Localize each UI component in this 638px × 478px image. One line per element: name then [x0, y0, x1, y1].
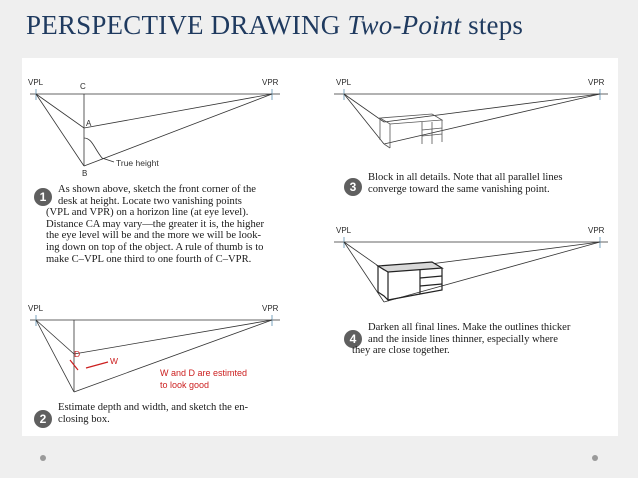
vpr-label-1: VPR [262, 78, 279, 87]
step-2-badge: 2 [34, 410, 52, 428]
step-1-line: ing down on top of the object. A rule of thumb is to [46, 241, 264, 253]
step-1-line: the eye level will be and the more we will be look- [46, 230, 262, 242]
title-main: PERSPECTIVE DRAWING [26, 10, 348, 40]
step-4-text [352, 322, 571, 357]
step-3-line: converge toward the same vanishing point. [368, 183, 550, 195]
step-1-line: make C–VPL one third to one fourth of C–VPR. [46, 253, 252, 265]
vp-line-2a [36, 320, 74, 354]
slide-dot-right [592, 455, 598, 461]
title-italic: Two-Point [347, 10, 462, 40]
step-4-badge: 4 [344, 330, 362, 348]
step-2-line: Estimate depth and width, and sketch the en- [58, 402, 249, 413]
vpr-label-3: VPR [588, 78, 605, 87]
diagram-step-4 [334, 237, 608, 302]
step-1-badge: 1 [34, 188, 52, 206]
step-1-line: (VPL and VPR) on a horizon line (at eye level). [46, 207, 249, 219]
step-4-line: and the inside lines thinner, especially where [368, 333, 558, 345]
vp-line-1d [84, 94, 272, 166]
step-1-line: desk at height. Locate two vanishing points [58, 195, 242, 207]
true-height-arrow [84, 138, 114, 162]
b-label: B [82, 169, 88, 178]
vp-line-1b [36, 94, 84, 166]
w-arrow [86, 362, 108, 368]
vpl-label-4: VPL [336, 226, 352, 235]
step-3-line: Block in all details. Note that all parallel lines [368, 172, 563, 183]
vp-line-3c [384, 94, 600, 122]
diagram-step-3 [334, 89, 608, 148]
slide-dot-left [40, 455, 46, 461]
step-1-line: Distance CA may vary—the greater it is, the higher [46, 218, 264, 230]
slide-title [26, 10, 523, 41]
step-1-text [46, 184, 264, 265]
vp-line-3a [344, 94, 384, 122]
vp-line-3d [384, 94, 600, 144]
title-tail: steps [461, 10, 524, 40]
vpl-label-1: VPL [28, 78, 44, 87]
vp-line-3b [344, 94, 384, 144]
vpl-label-3: VPL [336, 78, 352, 87]
step-2-line: closing box. [58, 413, 110, 425]
wd-note-line1: W and D are estimted [160, 368, 248, 378]
c-label: C [80, 82, 86, 91]
vp-line-2c [74, 320, 272, 354]
diagram-step-1 [30, 89, 280, 166]
wd-note-line2: to look good [160, 380, 210, 390]
vp-line-1c [84, 94, 272, 128]
a-label: A [86, 119, 92, 128]
true-height-note: True height [116, 158, 159, 168]
step-3-badge: 3 [344, 178, 362, 196]
step-4-line: Darken all final lines. Make the outlines thicker [368, 322, 571, 333]
step-3-text [368, 172, 562, 195]
vpl-label-2: VPL [28, 304, 44, 313]
vp-line-1a [36, 94, 84, 128]
desk-final-4 [378, 262, 442, 300]
vpr-label-2: VPR [262, 304, 279, 313]
diagram-step-2 [30, 315, 280, 392]
w-label: W [110, 356, 119, 366]
vp-line-2b [36, 320, 74, 392]
figure-panel [22, 58, 618, 436]
step-2-text [58, 402, 248, 425]
d-label: D [74, 349, 81, 359]
step-1-line: As shown above, sketch the front corner of the [58, 184, 256, 195]
step-4-line: they are close together. [352, 345, 450, 357]
vp-line-4d [384, 242, 600, 302]
vpr-label-4: VPR [588, 226, 605, 235]
